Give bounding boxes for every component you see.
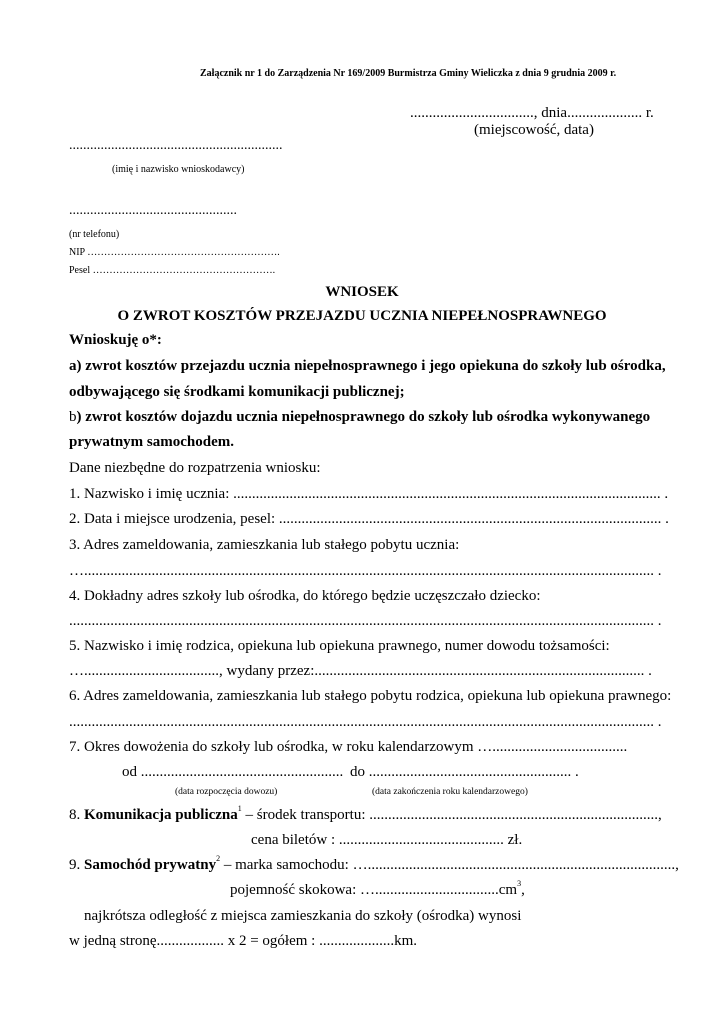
field-guardian-line[interactable]: …...................................., wydany przez:........................................................................................ . <box>69 663 652 679</box>
option-a-line1: a) zwrot kosztów przejazdu ucznia niepełnosprawnego i jego opiekuna do szkoły lub ośrodka, <box>69 358 666 374</box>
nip-field[interactable]: NIP …………………………………………………. <box>69 247 280 258</box>
distance-line1: najkrótsza odległość z miejsca zamieszkania do szkoły (ośrodka) wynosi <box>84 908 522 924</box>
field-period-label[interactable]: 7. Okres dowożenia do szkoły lub ośrodka, w roku kalendarzowym ….................................... <box>69 739 628 755</box>
option-b-line1 <box>69 409 650 426</box>
f8-footnote: 1 <box>237 804 242 813</box>
field-student-address-line[interactable]: …........................................................................................................................................................ . <box>69 563 662 579</box>
field-student-name[interactable]: 1. Nazwisko i imię ucznia: .................................................................................................................. . <box>69 486 669 502</box>
period-to-label: (data zakończenia roku kalendarzowego) <box>372 787 528 797</box>
period-from-label: (data rozpoczęcia dowozu) <box>175 787 278 797</box>
field-engine-capacity[interactable] <box>230 879 525 899</box>
place-date-label: (miejscowość, data) <box>474 122 594 138</box>
pesel-field[interactable]: Pesel ………………………………………………. <box>69 265 276 276</box>
title-wniosek: WNIOSEK <box>325 284 399 300</box>
annex-header: Załącznik nr 1 do Zarządzenia Nr 169/2009 Burmistrza Gminy Wieliczka z dnia 9 grudnia 2009 r. <box>200 68 617 79</box>
field-guardian-address-label: 6. Adres zameldowania, zamieszkania lub stałego pobytu rodzica, opiekuna lub opiekuna prawnego: <box>69 688 672 704</box>
field-student-address-label: 3. Adres zameldowania, zamieszkania lub stałego pobytu ucznia: <box>69 537 460 553</box>
field-birth-pesel[interactable]: 2. Data i miejsce urodzenia, pesel: ...................................................................................................... . <box>69 511 669 527</box>
f9-bold: Samochód prywatny <box>84 857 217 873</box>
field-private-car[interactable] <box>69 854 679 874</box>
f8-bold: Komunikacja publiczna <box>84 807 238 823</box>
option-b-text: ) zwrot kosztów dojazdu ucznia niepełnosprawnego do szkoły lub ośrodka wykonywanego <box>76 409 651 425</box>
field-school-address-label: 4. Dokładny adres szkoły lub ośrodka, do którego będzie uczęszczało dziecko: <box>69 588 541 604</box>
distance-line2[interactable]: w jedną stronę.................. x 2 = ogółem : ....................km. <box>69 933 418 949</box>
f9-number: 9. <box>69 857 81 873</box>
phone-label: (nr telefonu) <box>69 229 120 240</box>
field-period-to[interactable]: do ...................................................... . <box>350 764 579 780</box>
title-subject: O ZWROT KOSZTÓW PRZEJAZDU UCZNIA NIEPEŁNOSPRAWNEGO <box>117 308 607 324</box>
f9-cap-end: , <box>521 882 525 898</box>
field-guardian-address-line[interactable]: ............................................................................................................................................................ . <box>69 714 662 730</box>
place-date-line[interactable]: ................................., dnia.................... r. <box>410 105 654 121</box>
field-ticket-price[interactable]: cena biletów : ............................................ zł. <box>251 832 523 848</box>
field-public-transport[interactable] <box>69 804 662 824</box>
field-period-from[interactable]: od ...................................................... <box>122 764 344 780</box>
f8-rest: – środek transportu: ............................................................................., <box>245 807 662 823</box>
option-a-line2: odbywającego się środkami komunikacji publicznej; <box>69 384 405 400</box>
applicant-name-line[interactable]: ............................................................. <box>69 138 283 153</box>
phone-line[interactable]: ................................................ <box>69 203 237 218</box>
f9-cap-text: pojemność skokowa: ….................................cm <box>230 882 518 898</box>
applicant-name-label: (imię i nazwisko wnioskodawcy) <box>112 164 245 175</box>
option-b-line2: prywatnym samochodem. <box>69 434 234 450</box>
fields-intro: Dane niezbędne do rozpatrzenia wniosku: <box>69 460 321 476</box>
f9-rest: – marka samochodu: ….................................................................................., <box>223 857 679 873</box>
f8-number: 8. <box>69 807 81 823</box>
option-b-prefix: b <box>69 409 77 425</box>
f9-cap-sup: 3 <box>517 879 522 888</box>
field-guardian-label: 5. Nazwisko i imię rodzica, opiekuna lub opiekuna prawnego, numer dowodu tożsamości: <box>69 638 610 654</box>
field-school-address-line[interactable]: ............................................................................................................................................................ . <box>69 613 662 629</box>
f9-footnote: 2 <box>216 854 221 863</box>
request-intro: Wnioskuję o*: <box>69 332 162 348</box>
